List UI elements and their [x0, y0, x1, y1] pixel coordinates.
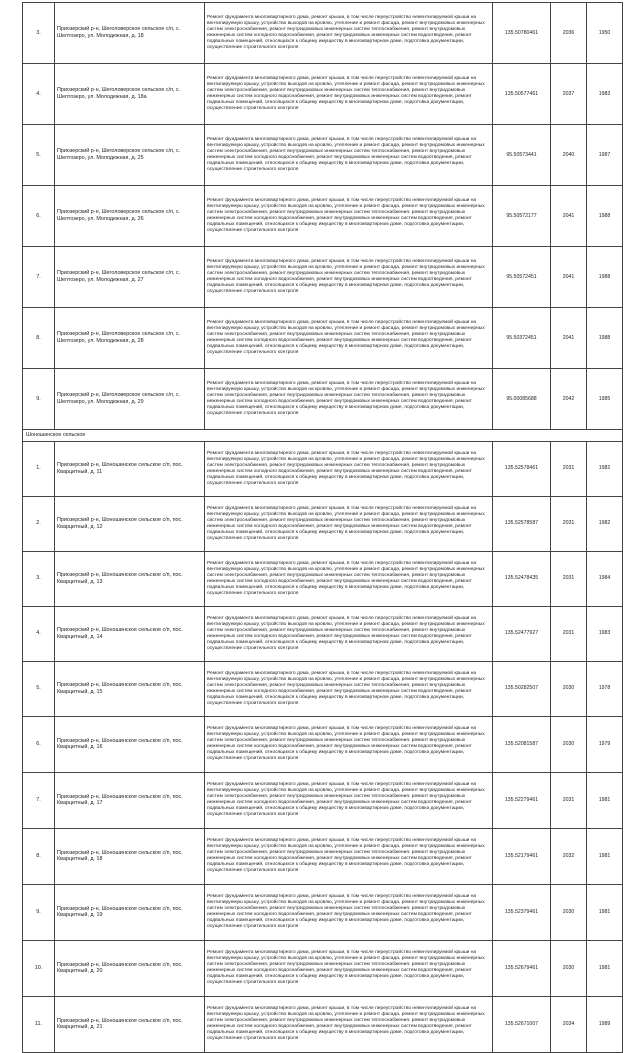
work-description-cell: Ремонт фундамента многоквартирного дома, ремонт крыши, в том числе переустройство невентилируемой крыши на вентилируемую крышу, устройство выходов на кровлю, утепление и ремонт фасада, ремонт внутридомовых инженерных систем электроснабжения, ремонт внутридомовых инженерных систем теплоснабжения, ремонт внутридомовых инженерных систем холодного водоснабжения, ремонт внутридомовых инженерных систем водоотведения, ремонт подвальных помещений, относящихся к общему имуществу в многоквартирном доме, подготовка документации, осуществление строительного контроля [205, 441, 493, 496]
address-cell: Приозерский р-н, Шеголоверское сельское с/п, с. Шелтозеро, ул. Молодежная, д. 18а [55, 64, 205, 125]
planned-year-cell: 2037 [551, 64, 587, 125]
work-description-cell: Ремонт фундамента многоквартирного дома, ремонт крыши, в том числе переустройство невентилируемой крыши на вентилируемую крышу, устройство выходов на кровлю, утепление и ремонт фасада, ремонт внутридомовых инженерных систем электроснабжения, ремонт внутридомовых инженерных систем теплоснабжения, ремонт внутридомовых инженерных систем холодного водоснабжения, ремонт внутридомовых инженерных систем водоотведения, ремонт подвальных помещений, относящихся к общему имуществу в многоквартирном доме, подготовка документации, осуществление строительного контроля [205, 551, 493, 606]
document-page [22, 2, 622, 1042]
address-cell: Приозерский р-н, Шоношинское сельское с/п, пос. Кварцитный, д. 13 [55, 551, 205, 606]
table-row [23, 606, 623, 661]
row-number: 1. [23, 441, 55, 496]
row-number: 8. [23, 828, 55, 884]
row-number: 4. [23, 606, 55, 661]
build-year-cell: 1983 [587, 64, 623, 125]
build-year-cell: 1981 [587, 772, 623, 828]
building-code-cell: 95.50572177 [493, 186, 551, 247]
row-number: 9. [23, 369, 55, 430]
building-code-cell: 135.52477927 [493, 606, 551, 661]
row-number: 11. [23, 996, 55, 1052]
build-year-cell: 1978 [587, 661, 623, 716]
table-row [23, 369, 623, 430]
work-description-cell: Ремонт фундамента многоквартирного дома, ремонт крыши, в том числе переустройство невентилируемой крыши на вентилируемую крышу, устройство выходов на кровлю, утепление и ремонт фасада, ремонт внутридомовых инженерных систем электроснабжения, ремонт внутридомовых инженерных систем теплоснабжения, ремонт внутридомовых инженерных систем холодного водоснабжения, ремонт внутридомовых инженерных систем водоотведения, ремонт подвальных помещений, относящихся к общему имуществу в многоквартирном доме, подготовка документации, осуществление строительного контроля [205, 247, 493, 308]
work-description-cell: Ремонт фундамента многоквартирного дома, ремонт крыши, в том числе переустройство невентилируемой крыши на вентилируемую крышу, устройство выходов на кровлю, утепление и ремонт фасада, ремонт внутридомовых инженерных систем электроснабжения, ремонт внутридомовых инженерных систем теплоснабжения, ремонт внутридомовых инженерных систем холодного водоснабжения, ремонт внутридомовых инженерных систем водоотведения, ремонт подвальных помещений, относящихся к общему имуществу в многоквартирном доме, подготовка документации, осуществление строительного контроля [205, 308, 493, 369]
row-number: 4. [23, 64, 55, 125]
table-row [23, 772, 623, 828]
table-row [23, 828, 623, 884]
work-description-cell: Ремонт фундамента многоквартирного дома, ремонт крыши, в том числе переустройство невентилируемой крыши на вентилируемую крышу, устройство выходов на кровлю, утепление и ремонт фасада, ремонт внутридомовых инженерных систем электроснабжения, ремонт внутридомовых инженерных систем теплоснабжения, ремонт внутридомовых инженерных систем холодного водоснабжения, ремонт внутридомовых инженерных систем водоотведения, ремонт подвальных помещений, относящихся к общему имуществу в многоквартирном доме, подготовка документации, осуществление строительного контроля [205, 940, 493, 996]
building-code-cell: 135.52081587 [493, 716, 551, 772]
address-cell: Приозерский р-н, Шеголоверское сельское с/п, с. Шелтозеро, ул. Молодежная, д. 29 [55, 369, 205, 430]
planned-year-cell: 2031 [551, 441, 587, 496]
table-row [23, 996, 623, 1052]
table-row [23, 940, 623, 996]
build-year-cell: 1988 [587, 186, 623, 247]
work-description-cell: Ремонт фундамента многоквартирного дома, ремонт крыши, в том числе переустройство невентилируемой крыши на вентилируемую крышу, устройство выходов на кровлю, утепление и ремонт фасада, ремонт внутридомовых инженерных систем электроснабжения, ремонт внутридомовых инженерных систем теплоснабжения, ремонт внутридомовых инженерных систем холодного водоснабжения, ремонт внутридомовых инженерных систем водоотведения, ремонт подвальных помещений, относящихся к общему имуществу в многоквартирном доме, подготовка документации, осуществление строительного контроля [205, 884, 493, 940]
work-description-cell: Ремонт фундамента многоквартирного дома, ремонт крыши, в том числе переустройство невентилируемой крыши на вентилируемую крышу, устройство выходов на кровлю, утепление и ремонт фасада, ремонт внутридомовых инженерных систем электроснабжения, ремонт внутридомовых инженерных систем теплоснабжения, ремонт внутридомовых инженерных систем холодного водоснабжения, ремонт внутридомовых инженерных систем водоотведения, ремонт подвальных помещений, относящихся к общему имуществу в многоквартирном доме, подготовка документации, осуществление строительного контроля [205, 772, 493, 828]
build-year-cell: 1982 [587, 441, 623, 496]
address-cell: Приозерский р-н, Шоношинское сельское с/п, пос. Кварцитный, д. 16 [55, 716, 205, 772]
table-row [23, 441, 623, 496]
address-cell: Приозерский р-н, Шоношинское сельское с/п, пос. Кварцитный, д. 20 [55, 940, 205, 996]
building-code-cell: 135.50282507 [493, 661, 551, 716]
work-description-cell: Ремонт фундамента многоквартирного дома, ремонт крыши, в том числе переустройство невентилируемой крыши на вентилируемую крышу, устройство выходов на кровлю, утепление и ремонт фасада, ремонт внутридомовых инженерных систем электроснабжения, ремонт внутридомовых инженерных систем теплоснабжения, ремонт внутридомовых инженерных систем холодного водоснабжения, ремонт внутридомовых инженерных систем водоотведения, ремонт подвальных помещений, относящихся к общему имуществу в многоквартирном доме, подготовка документации, осуществление строительного контроля [205, 606, 493, 661]
work-description-cell: Ремонт фундамента многоквартирного дома, ремонт крыши, в том числе переустройство невентилируемой крыши на вентилируемую крышу, устройство выходов на кровлю, утепление и ремонт фасада, ремонт внутридомовых инженерных систем электроснабжения, ремонт внутридомовых инженерных систем теплоснабжения, ремонт внутридомовых инженерных систем холодного водоснабжения, ремонт внутридомовых инженерных систем водоотведения, ремонт подвальных помещений, относящихся к общему имуществу в многоквартирном доме, подготовка документации, осуществление строительного контроля [205, 716, 493, 772]
row-number: 3. [23, 3, 55, 64]
address-cell: Приозерский р-н, Шоношинское сельское с/п, пос. Кварцитный, д. 15 [55, 661, 205, 716]
planned-year-cell: 2032 [551, 828, 587, 884]
building-code-cell: 135.52379461 [493, 884, 551, 940]
build-year-cell: 1981 [587, 828, 623, 884]
planned-year-cell: 2030 [551, 661, 587, 716]
table-row [23, 3, 623, 64]
table-row [23, 551, 623, 606]
building-code-cell: 135.50780461 [493, 3, 551, 64]
row-number: 5. [23, 125, 55, 186]
table-row [23, 125, 623, 186]
planned-year-cell: 2030 [551, 716, 587, 772]
building-code-cell: 95.50573441 [493, 125, 551, 186]
row-number: 3. [23, 551, 55, 606]
building-code-cell: 135.52679461 [493, 940, 551, 996]
planned-year-cell: 2041 [551, 247, 587, 308]
planned-year-cell: 2031 [551, 551, 587, 606]
table-row [23, 64, 623, 125]
table-row [23, 186, 623, 247]
planned-year-cell: 2036 [551, 3, 587, 64]
build-year-cell: 1979 [587, 716, 623, 772]
building-code-cell: 135.52279461 [493, 772, 551, 828]
planned-year-cell: 2030 [551, 940, 587, 996]
building-code-cell: 135.50577461 [493, 64, 551, 125]
table-body [23, 3, 623, 1053]
planned-year-cell: 2031 [551, 606, 587, 661]
planned-year-cell: 2042 [551, 369, 587, 430]
build-year-cell: 1988 [587, 308, 623, 369]
address-cell: Приозерский р-н, Шеголоверское сельское с/п, с. Шелтозеро, ул. Молодежная, д. 28 [55, 308, 205, 369]
address-cell: Приозерский р-н, Шеголоверское сельское с/п, с. Шелтозеро, ул. Молодежная, д. 26 [55, 186, 205, 247]
section-header-row [23, 430, 623, 442]
work-description-cell: Ремонт фундамента многоквартирного дома, ремонт крыши, в том числе переустройство невентилируемой крыши на вентилируемую крышу, устройство выходов на кровлю, утепление и ремонт фасада, ремонт внутридомовых инженерных систем электроснабжения, ремонт внутридомовых инженерных систем теплоснабжения, ремонт внутридомовых инженерных систем холодного водоснабжения, ремонт внутридомовых инженерных систем водоотведения, ремонт подвальных помещений, относящихся к общему имуществу в многоквартирном доме, подготовка документации, осуществление строительного контроля [205, 496, 493, 551]
build-year-cell: 1950 [587, 3, 623, 64]
build-year-cell: 1987 [587, 125, 623, 186]
building-code-cell: 135.52179461 [493, 828, 551, 884]
work-description-cell: Ремонт фундамента многоквартирного дома, ремонт крыши, в том числе переустройство невентилируемой крыши на вентилируемую крышу, устройство выходов на кровлю, утепление и ремонт фасада, ремонт внутридомовых инженерных систем электроснабжения, ремонт внутридомовых инженерных систем теплоснабжения, ремонт внутридомовых инженерных систем холодного водоснабжения, ремонт внутридомовых инженерных систем водоотведения, ремонт подвальных помещений, относящихся к общему имуществу в многоквартирном доме, подготовка документации, осуществление строительного контроля [205, 186, 493, 247]
table-row [23, 308, 623, 369]
row-number: 7. [23, 247, 55, 308]
row-number: 6. [23, 716, 55, 772]
table-row [23, 661, 623, 716]
work-description-cell: Ремонт фундамента многоквартирного дома, ремонт крыши, в том числе переустройство невентилируемой крыши на вентилируемую крышу, устройство выходов на кровлю, утепление и ремонт фасада, ремонт внутридомовых инженерных систем электроснабжения, ремонт внутридомовых инженерных систем теплоснабжения, ремонт внутридомовых инженерных систем холодного водоснабжения, ремонт внутридомовых инженерных систем водоотведения, ремонт подвальных помещений, относящихся к общему имуществу в многоквартирном доме, подготовка документации, осуществление строительного контроля [205, 828, 493, 884]
planned-year-cell: 2030 [551, 884, 587, 940]
build-year-cell: 1982 [587, 496, 623, 551]
building-code-cell: 135.52578461 [493, 441, 551, 496]
address-cell: Приозерский р-н, Шеголоверское сельское с/п, с. Шелтозеро, ул. Молодежная, д. 18 [55, 3, 205, 64]
work-description-cell: Ремонт фундамента многоквартирного дома, ремонт крыши, в том числе переустройство невентилируемой крыши на вентилируемую крышу, устройство выходов на кровлю, утепление и ремонт фасада, ремонт внутридомовых инженерных систем электроснабжения, ремонт внутридомовых инженерных систем теплоснабжения, ремонт внутридомовых инженерных систем холодного водоснабжения, ремонт внутридомовых инженерных систем водоотведения, ремонт подвальных помещений, относящихся к общему имуществу в многоквартирном доме, подготовка документации, осуществление строительного контроля [205, 3, 493, 64]
building-code-cell: 135.52578587 [493, 496, 551, 551]
planned-year-cell: 2031 [551, 496, 587, 551]
build-year-cell: 1981 [587, 940, 623, 996]
repair-program-table [22, 2, 623, 1053]
building-code-cell: 135.52671007 [493, 996, 551, 1052]
build-year-cell: 1988 [587, 247, 623, 308]
row-number: 5. [23, 661, 55, 716]
table-row [23, 247, 623, 308]
address-cell: Приозерский р-н, Шоношинское сельское с/п, пос. Кварцитный, д. 18 [55, 828, 205, 884]
work-description-cell: Ремонт фундамента многоквартирного дома, ремонт крыши, в том числе переустройство невентилируемой крыши на вентилируемую крышу, устройство выходов на кровлю, утепление и ремонт фасада, ремонт внутридомовых инженерных систем электроснабжения, ремонт внутридомовых инженерных систем теплоснабжения, ремонт внутридомовых инженерных систем холодного водоснабжения, ремонт внутридомовых инженерных систем водоотведения, ремонт подвальных помещений, относящихся к общему имуществу в многоквартирном доме, подготовка документации, осуществление строительного контроля [205, 64, 493, 125]
build-year-cell: 1983 [587, 606, 623, 661]
planned-year-cell: 2041 [551, 308, 587, 369]
building-code-cell: 135.52478435 [493, 551, 551, 606]
table-row [23, 496, 623, 551]
address-cell: Приозерский р-н, Шоношинское сельское с/п, пос. Кварцитный, д. 17 [55, 772, 205, 828]
build-year-cell: 1984 [587, 551, 623, 606]
section-title: Шоношинское сельское [23, 430, 623, 442]
address-cell: Приозерский р-н, Шеголоверское сельское с/п, с. Шелтозеро, ул. Молодежная, д. 25 [55, 125, 205, 186]
address-cell: Приозерский р-н, Шоношинское сельское с/п, пос. Кварцитный, д. 19 [55, 884, 205, 940]
planned-year-cell: 2031 [551, 772, 587, 828]
work-description-cell: Ремонт фундамента многоквартирного дома, ремонт крыши, в том числе переустройство невентилируемой крыши на вентилируемую крышу, устройство выходов на кровлю, утепление и ремонт фасада, ремонт внутридомовых инженерных систем электроснабжения, ремонт внутридомовых инженерных систем теплоснабжения, ремонт внутридомовых инженерных систем холодного водоснабжения, ремонт внутридомовых инженерных систем водоотведения, ремонт подвальных помещений, относящихся к общему имуществу в многоквартирном доме, подготовка документации, осуществление строительного контроля [205, 369, 493, 430]
row-number: 6. [23, 186, 55, 247]
work-description-cell: Ремонт фундамента многоквартирного дома, ремонт крыши, в том числе переустройство невентилируемой крыши на вентилируемую крышу, устройство выходов на кровлю, утепление и ремонт фасада, ремонт внутридомовых инженерных систем электроснабжения, ремонт внутридомовых инженерных систем теплоснабжения, ремонт внутридомовых инженерных систем холодного водоснабжения, ремонт внутридомовых инженерных систем водоотведения, ремонт подвальных помещений, относящихся к общему имуществу в многоквартирном доме, подготовка документации, осуществление строительного контроля [205, 996, 493, 1052]
address-cell: Приозерский р-н, Шоношинское сельское с/п, пос. Кварцитный, д. 12 [55, 496, 205, 551]
table-row [23, 716, 623, 772]
row-number: 7. [23, 772, 55, 828]
address-cell: Приозерский р-н, Шеголоверское сельское с/п, с. Шелтозеро, ул. Молодежная, д. 27 [55, 247, 205, 308]
work-description-cell: Ремонт фундамента многоквартирного дома, ремонт крыши, в том числе переустройство невентилируемой крыши на вентилируемую крышу, устройство выходов на кровлю, утепление и ремонт фасада, ремонт внутридомовых инженерных систем электроснабжения, ремонт внутридомовых инженерных систем теплоснабжения, ремонт внутридомовых инженерных систем холодного водоснабжения, ремонт внутридомовых инженерных систем водоотведения, ремонт подвальных помещений, относящихся к общему имуществу в многоквартирном доме, подготовка документации, осуществление строительного контроля [205, 125, 493, 186]
row-number: 2. [23, 496, 55, 551]
row-number: 10. [23, 940, 55, 996]
build-year-cell: 1985 [587, 369, 623, 430]
work-description-cell: Ремонт фундамента многоквартирного дома, ремонт крыши, в том числе переустройство невентилируемой крыши на вентилируемую крышу, устройство выходов на кровлю, утепление и ремонт фасада, ремонт внутридомовых инженерных систем электроснабжения, ремонт внутридомовых инженерных систем теплоснабжения, ремонт внутридомовых инженерных систем холодного водоснабжения, ремонт внутридомовых инженерных систем водоотведения, ремонт подвальных помещений, относящихся к общему имуществу в многоквартирном доме, подготовка документации, осуществление строительного контроля [205, 661, 493, 716]
row-number: 8. [23, 308, 55, 369]
building-code-cell: 95.50572451 [493, 247, 551, 308]
table-row [23, 884, 623, 940]
address-cell: Приозерский р-н, Шоношинское сельское с/п, пос. Кварцитный, д. 21 [55, 996, 205, 1052]
building-code-cell: 95.50372451 [493, 308, 551, 369]
building-code-cell: 95.00085688 [493, 369, 551, 430]
planned-year-cell: 2034 [551, 996, 587, 1052]
planned-year-cell: 2040 [551, 125, 587, 186]
address-cell: Приозерский р-н, Шоношинское сельское с/п, пос. Кварцитный, д. 11 [55, 441, 205, 496]
address-cell: Приозерский р-н, Шоношинское сельское с/п, пос. Кварцитный, д. 14 [55, 606, 205, 661]
planned-year-cell: 2041 [551, 186, 587, 247]
build-year-cell: 1981 [587, 884, 623, 940]
build-year-cell: 1989 [587, 996, 623, 1052]
row-number: 9. [23, 884, 55, 940]
